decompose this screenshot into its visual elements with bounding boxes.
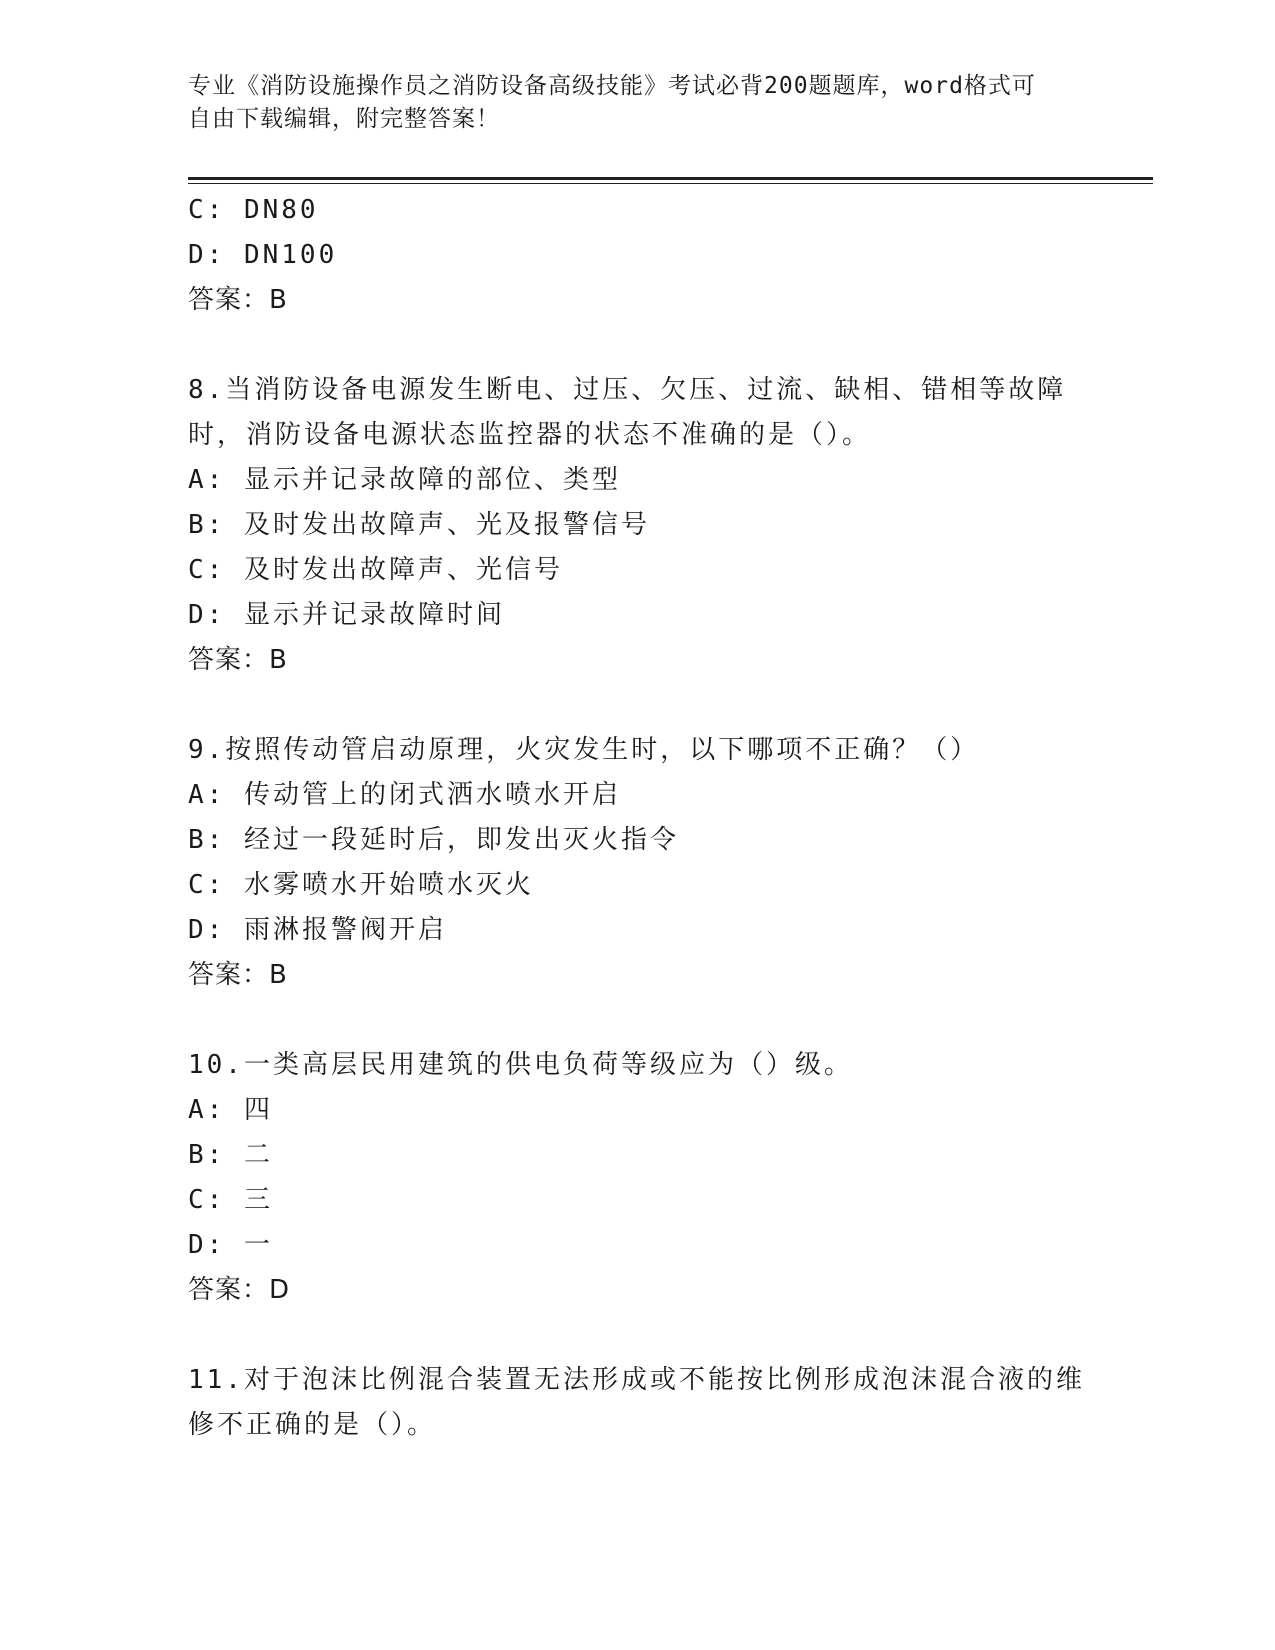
q9-stem-line-1: 9.按照传动管启动原理，火灾发生时，以下哪项不正确？（）	[188, 735, 980, 765]
q9-option-d: D: 雨淋报警阀开启	[188, 915, 447, 945]
header-title-line-1: 专业《消防设施操作员之消防设备高级技能》考试必背200题题库，word格式可	[188, 73, 1036, 99]
q7-answer: 答案：B	[188, 285, 288, 315]
q9-answer: 答案：B	[188, 960, 288, 990]
q8-stem-line-1: 8.当消防设备电源发生断电、过压、欠压、过流、缺相、错相等故障	[188, 375, 1067, 405]
q11-stem-line-1: 11.对于泡沫比例混合装置无法形成或不能按比例形成泡沫混合液的维	[188, 1365, 1085, 1395]
header-title-line-2: 自由下载编辑，附完整答案！	[188, 106, 500, 132]
q10-answer: 答案：D	[188, 1275, 291, 1305]
q7-option-d: D: DN100	[188, 240, 338, 270]
header-divider-thin	[188, 183, 1153, 184]
q9-option-c: C: 水雾喷水开始喷水灭火	[188, 870, 534, 900]
q8-option-a: A: 显示并记录故障的部位、类型	[188, 465, 621, 495]
q7-option-c: C: DN80	[188, 195, 319, 225]
q10-option-a: A: 四	[188, 1095, 273, 1125]
q8-stem-line-2: 时，消防设备电源状态监控器的状态不准确的是（）。	[188, 420, 872, 450]
document-header	[188, 70, 1068, 136]
q10-stem-line-1: 10.一类高层民用建筑的供电负荷等级应为（）级。	[188, 1050, 853, 1080]
q8-option-c: C: 及时发出故障声、光信号	[188, 555, 563, 585]
header-divider-thick	[188, 177, 1153, 180]
q8-answer: 答案：B	[188, 645, 288, 675]
q8-option-b: B: 及时发出故障声、光及报警信号	[188, 510, 650, 540]
q9-option-a: A: 传动管上的闭式洒水喷水开启	[188, 780, 621, 810]
q10-option-c: C: 三	[188, 1185, 273, 1215]
q11-stem-line-2: 修不正确的是（）。	[188, 1410, 437, 1440]
q10-option-d: D: 一	[188, 1230, 273, 1260]
q10-option-b: B: 二	[188, 1140, 273, 1170]
q8-option-d: D: 显示并记录故障时间	[188, 600, 505, 630]
q9-option-b: B: 经过一段延时后，即发出灭火指令	[188, 825, 679, 855]
